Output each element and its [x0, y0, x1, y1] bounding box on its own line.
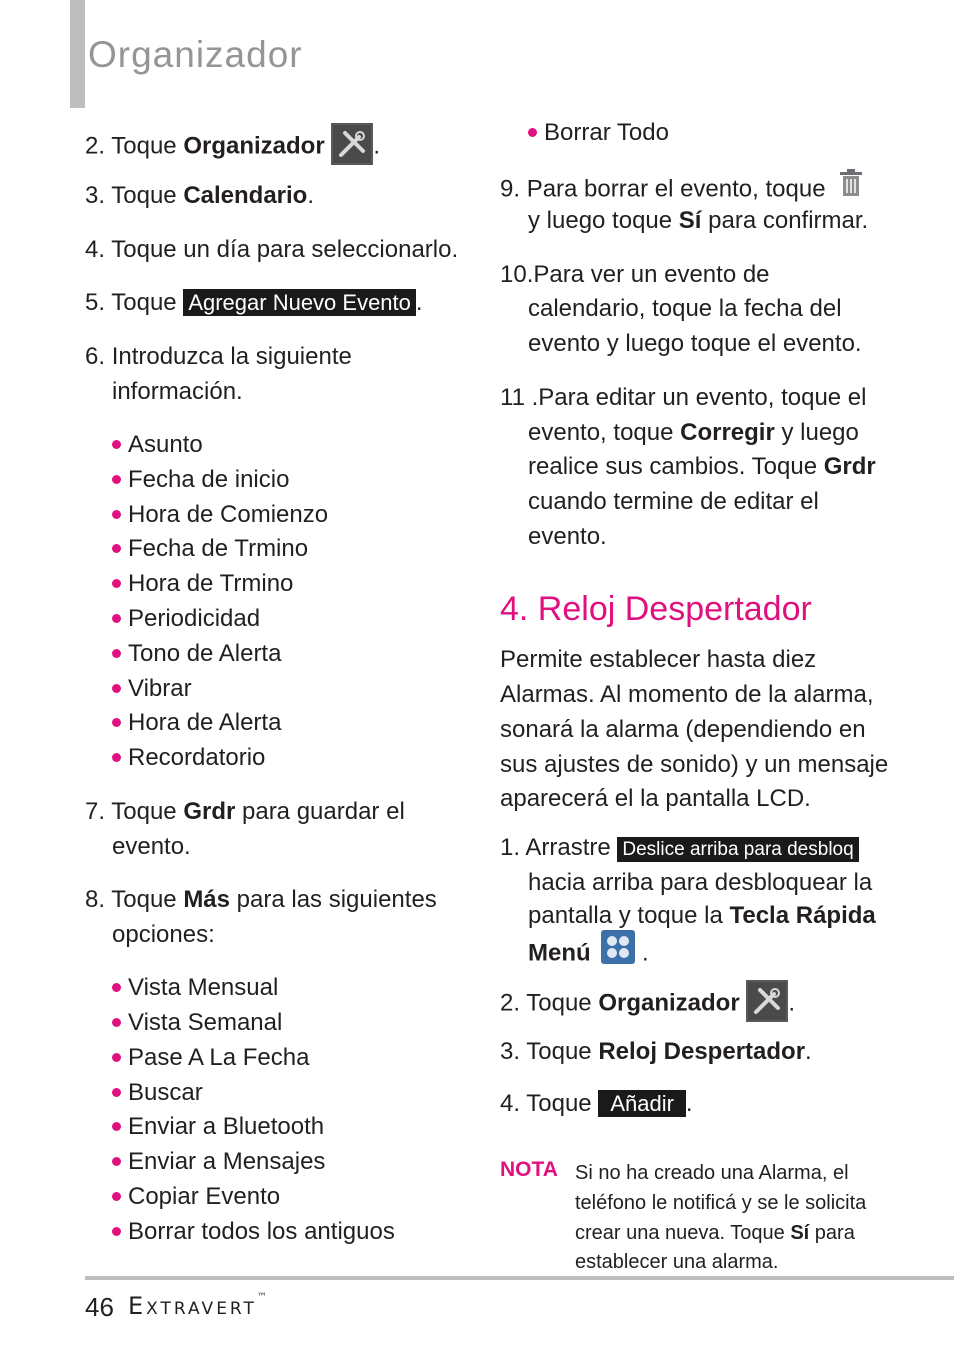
field-item: Tono de Alerta [112, 637, 281, 671]
trash-icon [838, 168, 864, 208]
step-2: 2. Toque Organizador . [85, 126, 380, 168]
option-item: Vista Semanal [112, 1006, 282, 1040]
step-6-line2: información. [112, 378, 243, 405]
organizer-icon [331, 123, 373, 165]
step-11-line2: evento, toque Corregir y luego [528, 419, 859, 446]
option-item: Buscar [112, 1076, 203, 1110]
field-item: Periodicidad [112, 602, 260, 636]
field-item: Vibrar [112, 672, 192, 706]
note-line: crear una nueva. Toque Sí para [575, 1222, 855, 1244]
option-item: Enviar a Bluetooth [112, 1110, 324, 1144]
step-9-line2: y luego toque Sí para confirmar. [528, 207, 869, 234]
option-item: Pase A La Fecha [112, 1041, 309, 1075]
field-item: Fecha de inicio [112, 463, 289, 497]
step-10: 10.Para ver un evento de [500, 261, 770, 288]
brand-logo: Extravert™ [128, 1292, 270, 1320]
step-6: 6. Introduzca la siguiente [85, 343, 352, 370]
step-11-line3: realice sus cambios. Toque Grdr [528, 453, 876, 480]
add-event-softkey: Agregar Nuevo Evento [183, 289, 416, 316]
intro-line: sus ajustes de sonido) y un mensaje [500, 751, 889, 778]
alarm-step-2: 2. Toque Organizador . [500, 983, 795, 1025]
field-item: Hora de Alerta [112, 706, 281, 740]
step-8: 8. Toque Más para las siguientes [85, 886, 437, 913]
field-item: Fecha de Trmino [112, 532, 308, 566]
page-number: 46 [85, 1292, 114, 1322]
field-item: Hora de Trmino [112, 567, 293, 601]
step-10-line3: evento y luego toque el evento. [528, 330, 862, 357]
option-item: Copiar Evento [112, 1180, 280, 1214]
field-item: Recordatorio [112, 741, 265, 775]
intro-line: Permite establecer hasta diez [500, 646, 817, 673]
note-line: establecer una alarma. [575, 1251, 779, 1273]
organizer-icon [746, 980, 788, 1022]
option-item: Borrar todos los antiguos [112, 1215, 395, 1249]
alarm-step-3: 3. Toque Reloj Despertador. [500, 1038, 812, 1065]
menu-grid-icon [601, 930, 635, 974]
page-title: Organizador [88, 34, 303, 75]
step-8-line2: opciones: [112, 921, 215, 948]
option-item: Enviar a Mensajes [112, 1145, 325, 1179]
intro-line: aparecerá el la pantalla LCD. [500, 785, 811, 812]
field-item: Asunto [112, 428, 203, 462]
option-item: Borrar Todo [528, 116, 669, 150]
field-item: Hora de Comienzo [112, 498, 328, 532]
note-line: teléfono le notificá y se le solicita [575, 1192, 867, 1214]
step-7: 7. Toque Grdr para guardar el [85, 798, 405, 825]
alarm-step-1: 1. Arrastre Deslice arriba para desbloq [500, 831, 859, 865]
add-softkey: Añadir [598, 1090, 686, 1117]
step-9: 9. Para borrar el evento, toque [500, 170, 864, 210]
note-line: Si no ha creado una Alarma, el [575, 1162, 849, 1184]
note-label: NOTA [500, 1158, 558, 1181]
step-7-line2: evento. [112, 833, 191, 860]
step-11-line5: evento. [528, 523, 607, 550]
step-4: 4. Toque un día para seleccionarlo. [85, 236, 459, 263]
step-10-line2: calendario, toque la fecha del [528, 295, 842, 322]
unlock-slider-label: Deslice arriba para desbloq [617, 837, 858, 862]
alarm-step-4: 4. Toque Añadir . [500, 1090, 693, 1117]
alarm-step-1-line3: pantalla y toque la Tecla Rápida [528, 902, 876, 929]
step-3: 3. Toque Calendario. [85, 182, 315, 209]
intro-line: sonará la alarma (dependiendo en [500, 716, 866, 743]
alarm-step-1-line4: Menú . [528, 932, 649, 976]
intro-line: Alarmas. Al momento de la alarma, [500, 681, 874, 708]
step-11: 11 .Para editar un evento, toque el [500, 384, 867, 411]
alarm-step-1-line2: hacia arriba para desbloquear la [528, 869, 873, 896]
section-title: 4. Reloj Despertador [500, 590, 812, 628]
step-11-line4: cuando termine de editar el [528, 488, 819, 515]
option-item: Vista Mensual [112, 971, 278, 1005]
step-5: 5. Toque Agregar Nuevo Evento . [85, 289, 423, 316]
header-bar [70, 0, 85, 108]
footer-rule [85, 1276, 954, 1280]
